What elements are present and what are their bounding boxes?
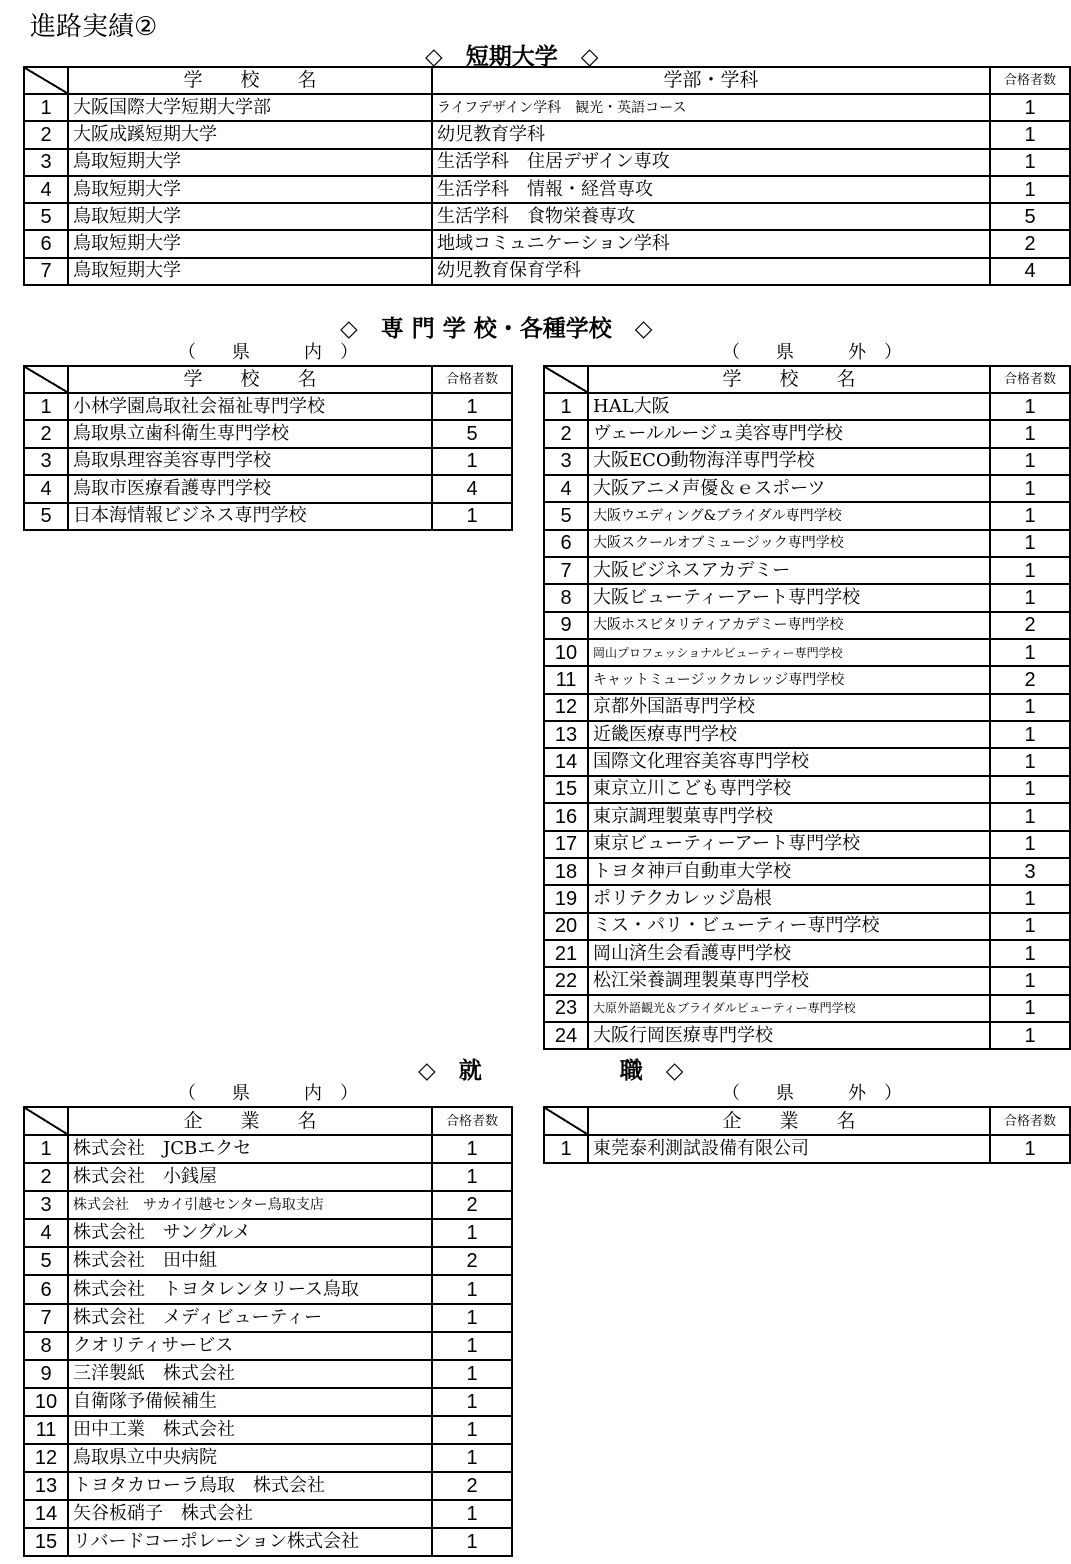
table-row <box>544 776 1070 803</box>
institution-name: ポリテクカレッジ島根 <box>588 885 990 912</box>
school-name: 鳥取短期大学 <box>68 203 432 230</box>
passed-count: 1 <box>990 639 1070 666</box>
school-name: 鳥取短期大学 <box>68 149 432 176</box>
vocational-out-pref-table <box>543 365 1071 1050</box>
passed-count: 2 <box>432 1472 512 1500</box>
table-row <box>24 1528 512 1556</box>
department-name: 生活学科 食物栄養専攻 <box>432 203 990 230</box>
table-row <box>24 149 1070 176</box>
row-number: 3 <box>24 149 68 176</box>
passed-count: 1 <box>432 393 512 420</box>
passed-count: 1 <box>432 1275 512 1303</box>
row-number: 12 <box>24 1444 68 1472</box>
row-number: 4 <box>24 1219 68 1247</box>
row-number: 17 <box>544 831 588 858</box>
passed-count: 1 <box>432 448 512 475</box>
passed-count: 1 <box>432 1332 512 1360</box>
passed-count: 1 <box>990 913 1070 940</box>
row-number: 5 <box>24 503 68 530</box>
passed-count: 4 <box>432 475 512 502</box>
institution-name: 岡山プロフェッショナルビューティー専門学校 <box>588 639 990 666</box>
row-number: 14 <box>24 1500 68 1528</box>
table-row <box>24 1247 512 1275</box>
row-number: 2 <box>24 121 68 148</box>
header-passed-count: 合格者数 <box>432 1107 512 1135</box>
institution-name: 松江栄養調理製菓専門学校 <box>588 967 990 994</box>
table-row <box>544 639 1070 666</box>
row-number: 1 <box>24 393 68 420</box>
passed-count: 1 <box>990 721 1070 748</box>
passed-count: 1 <box>990 1022 1070 1049</box>
table-row <box>544 803 1070 830</box>
passed-count: 1 <box>990 420 1070 447</box>
passed-count: 1 <box>990 176 1070 203</box>
passed-count: 3 <box>990 858 1070 885</box>
table-row <box>544 995 1070 1022</box>
institution-name: 大阪アニメ声優＆ｅスポーツ <box>588 475 990 502</box>
table-row <box>24 1275 512 1303</box>
row-number: 3 <box>24 448 68 475</box>
school-name: 鳥取短期大学 <box>68 230 432 257</box>
vocational-heading: ◇ 専 門 学 校・各種学校 ◇ <box>340 316 653 342</box>
passed-count: 1 <box>990 121 1070 148</box>
junior-college-heading: ◇ 短期大学 ◇ <box>425 44 599 70</box>
department-name: 生活学科 情報・経営専攻 <box>432 176 990 203</box>
passed-count: 1 <box>990 475 1070 502</box>
row-number: 18 <box>544 858 588 885</box>
table-row <box>544 913 1070 940</box>
employment-out-pref-label: （ 県 外 ） <box>722 1083 902 1104</box>
table-row <box>24 176 1070 203</box>
institution-name: 東京ビューティーアート専門学校 <box>588 831 990 858</box>
passed-count: 2 <box>432 1191 512 1219</box>
table-row <box>24 1163 512 1191</box>
row-number: 5 <box>24 1247 68 1275</box>
institution-name: 株式会社 トヨタレンタリース鳥取 <box>68 1275 432 1303</box>
table-row <box>544 885 1070 912</box>
passed-count: 1 <box>990 1135 1070 1163</box>
table-row <box>24 121 1070 148</box>
school-name: 大阪国際大学短期大学部 <box>68 94 432 121</box>
institution-name: 三洋製紙 株式会社 <box>68 1360 432 1388</box>
passed-count: 5 <box>432 420 512 447</box>
table-row <box>24 1472 512 1500</box>
institution-name: 京都外国語専門学校 <box>588 694 990 721</box>
passed-count: 1 <box>432 1528 512 1556</box>
row-number: 6 <box>24 230 68 257</box>
institution-name: 日本海情報ビジネス専門学校 <box>68 503 432 530</box>
row-number: 2 <box>24 420 68 447</box>
header-diagonal-cell <box>544 1107 588 1135</box>
passed-count: 1 <box>990 831 1070 858</box>
row-number: 20 <box>544 913 588 940</box>
passed-count: 1 <box>990 530 1070 557</box>
table-row <box>544 612 1070 639</box>
row-number: 24 <box>544 1022 588 1049</box>
table-row <box>544 393 1070 420</box>
table-row <box>24 1388 512 1416</box>
institution-name: 大原外語観光＆ブライダルビューティー専門学校 <box>588 995 990 1022</box>
row-number: 19 <box>544 885 588 912</box>
header-company-name: 企 業 名 <box>588 1107 990 1135</box>
institution-name: HAL大阪 <box>588 393 990 420</box>
table-row <box>544 831 1070 858</box>
institution-name: 近畿医療専門学校 <box>588 721 990 748</box>
row-number: 1 <box>24 94 68 121</box>
row-number: 8 <box>24 1332 68 1360</box>
passed-count: 1 <box>432 1500 512 1528</box>
table-row <box>24 1444 512 1472</box>
table-row <box>544 1135 1070 1163</box>
table-row <box>24 503 512 530</box>
passed-count: 1 <box>990 94 1070 121</box>
row-number: 15 <box>24 1528 68 1556</box>
vocational-in-pref-label: （ 県 内 ） <box>178 342 358 363</box>
table-row <box>544 584 1070 611</box>
table-row <box>544 475 1070 502</box>
header-diagonal-cell <box>544 366 588 393</box>
row-number: 6 <box>544 530 588 557</box>
row-number: 3 <box>24 1191 68 1219</box>
institution-name: 大阪ホスピタリティアカデミー専門学校 <box>588 612 990 639</box>
table-row <box>24 1500 512 1528</box>
row-number: 9 <box>544 612 588 639</box>
department-name: 幼児教育学科 <box>432 121 990 148</box>
passed-count: 4 <box>990 258 1070 285</box>
table-row <box>544 940 1070 967</box>
passed-count: 1 <box>432 1135 512 1163</box>
institution-name: 大阪スクールオブミュージック専門学校 <box>588 530 990 557</box>
department-name: 幼児教育保育学科 <box>432 258 990 285</box>
row-number: 3 <box>544 448 588 475</box>
passed-count: 1 <box>432 1416 512 1444</box>
table-row <box>24 475 512 502</box>
passed-count: 2 <box>990 230 1070 257</box>
header-school-name: 学 校 名 <box>68 366 432 393</box>
row-number: 9 <box>24 1360 68 1388</box>
passed-count: 1 <box>990 694 1070 721</box>
table-row <box>544 530 1070 557</box>
table-row <box>24 448 512 475</box>
table-row <box>24 1191 512 1219</box>
table-row <box>544 967 1070 994</box>
table-row <box>544 502 1070 529</box>
table-row <box>544 448 1070 475</box>
row-number: 11 <box>24 1416 68 1444</box>
row-number: 10 <box>24 1388 68 1416</box>
row-number: 6 <box>24 1275 68 1303</box>
employment-out-pref-table <box>543 1106 1071 1164</box>
passed-count: 1 <box>432 1219 512 1247</box>
table-row <box>24 393 512 420</box>
institution-name: 国際文化理容美容専門学校 <box>588 748 990 775</box>
passed-count: 2 <box>990 666 1070 693</box>
passed-count: 1 <box>432 1304 512 1332</box>
row-number: 23 <box>544 995 588 1022</box>
table-row <box>24 420 512 447</box>
institution-name: 株式会社 メディビューティー <box>68 1304 432 1332</box>
passed-count: 1 <box>990 967 1070 994</box>
row-number: 2 <box>24 1163 68 1191</box>
institution-name: ミス・パリ・ビューティー専門学校 <box>588 913 990 940</box>
table-row <box>544 748 1070 775</box>
institution-name: 鳥取市医療看護専門学校 <box>68 475 432 502</box>
passed-count: 1 <box>432 1163 512 1191</box>
employment-heading: ◇ 就 職 ◇ <box>418 1058 684 1084</box>
junior-college-table <box>23 66 1071 286</box>
passed-count: 1 <box>990 393 1070 420</box>
institution-name: 大阪ECO動物海洋専門学校 <box>588 448 990 475</box>
department-name: 生活学科 住居デザイン専攻 <box>432 149 990 176</box>
row-number: 16 <box>544 803 588 830</box>
passed-count: 1 <box>990 748 1070 775</box>
institution-name: リバードコーポレーション株式会社 <box>68 1528 432 1556</box>
institution-name: 株式会社 サカイ引越センター鳥取支店 <box>68 1191 432 1219</box>
institution-name: 株式会社 小銭屋 <box>68 1163 432 1191</box>
passed-count: 1 <box>432 1388 512 1416</box>
row-number: 11 <box>544 666 588 693</box>
institution-name: 岡山済生会看護専門学校 <box>588 940 990 967</box>
school-name: 鳥取短期大学 <box>68 258 432 285</box>
row-number: 5 <box>544 502 588 529</box>
passed-count: 2 <box>990 612 1070 639</box>
institution-name: 東京調理製菓専門学校 <box>588 803 990 830</box>
row-number: 12 <box>544 694 588 721</box>
table-row <box>24 1219 512 1247</box>
header-department: 学部・学科 <box>432 67 990 94</box>
institution-name: キャットミュージックカレッジ専門学校 <box>588 666 990 693</box>
employment-in-pref-label: （ 県 内 ） <box>178 1083 358 1104</box>
table-row <box>544 1022 1070 1049</box>
passed-count: 1 <box>990 557 1070 584</box>
institution-name: クオリティサービス <box>68 1332 432 1360</box>
table-row <box>24 230 1070 257</box>
header-diagonal-cell <box>24 67 68 94</box>
institution-name: 鳥取県立中央病院 <box>68 1444 432 1472</box>
passed-count: 1 <box>990 885 1070 912</box>
table-row <box>24 1304 512 1332</box>
institution-name: 大阪ビジネスアカデミー <box>588 557 990 584</box>
table-row <box>544 858 1070 885</box>
institution-name: 田中工業 株式会社 <box>68 1416 432 1444</box>
institution-name: 矢谷板硝子 株式会社 <box>68 1500 432 1528</box>
table-row <box>24 1360 512 1388</box>
passed-count: 1 <box>990 149 1070 176</box>
vocational-out-pref-label: （ 県 外 ） <box>722 342 902 363</box>
header-diagonal-cell <box>24 1107 68 1135</box>
school-name: 大阪成蹊短期大学 <box>68 121 432 148</box>
table-row <box>544 420 1070 447</box>
header-passed-count: 合格者数 <box>990 67 1070 94</box>
employment-in-pref-table <box>23 1106 513 1557</box>
table-row <box>24 258 1070 285</box>
institution-name: トヨタ神戸自動車大学校 <box>588 858 990 885</box>
table-row <box>24 203 1070 230</box>
row-number: 2 <box>544 420 588 447</box>
institution-name: ヴェールルージュ美容専門学校 <box>588 420 990 447</box>
institution-name: 大阪ウエディング&ブライダル専門学校 <box>588 502 990 529</box>
header-passed-count: 合格者数 <box>990 366 1070 393</box>
header-company-name: 企 業 名 <box>68 1107 432 1135</box>
row-number: 7 <box>24 1304 68 1332</box>
row-number: 4 <box>24 475 68 502</box>
row-number: 5 <box>24 203 68 230</box>
row-number: 8 <box>544 584 588 611</box>
passed-count: 1 <box>990 995 1070 1022</box>
passed-count: 1 <box>990 776 1070 803</box>
passed-count: 1 <box>990 940 1070 967</box>
institution-name: 大阪ビューティーアート専門学校 <box>588 584 990 611</box>
row-number: 21 <box>544 940 588 967</box>
passed-count: 1 <box>990 502 1070 529</box>
department-name: ライフデザイン学科 観光・英語コース <box>432 94 990 121</box>
table-row <box>24 1135 512 1163</box>
passed-count: 1 <box>432 1360 512 1388</box>
row-number: 1 <box>544 393 588 420</box>
row-number: 13 <box>24 1472 68 1500</box>
institution-name: 小林学園鳥取社会福祉専門学校 <box>68 393 432 420</box>
table-row <box>24 1416 512 1444</box>
institution-name: 鳥取県立歯科衛生専門学校 <box>68 420 432 447</box>
vocational-in-pref-table <box>23 365 513 531</box>
row-number: 10 <box>544 639 588 666</box>
row-number: 13 <box>544 721 588 748</box>
institution-name: 東莞泰利測試設備有限公司 <box>588 1135 990 1163</box>
row-number: 1 <box>24 1135 68 1163</box>
table-row <box>24 94 1070 121</box>
institution-name: 鳥取県理容美容専門学校 <box>68 448 432 475</box>
header-passed-count: 合格者数 <box>432 366 512 393</box>
header-passed-count: 合格者数 <box>990 1107 1070 1135</box>
row-number: 14 <box>544 748 588 775</box>
table-row <box>544 721 1070 748</box>
row-number: 1 <box>544 1135 588 1163</box>
row-number: 4 <box>24 176 68 203</box>
row-number: 15 <box>544 776 588 803</box>
table-row <box>544 666 1070 693</box>
table-row <box>544 557 1070 584</box>
passed-count: 1 <box>432 503 512 530</box>
page-title: 進路実績② <box>30 12 158 42</box>
row-number: 7 <box>24 258 68 285</box>
header-diagonal-cell <box>24 366 68 393</box>
institution-name: トヨタカローラ鳥取 株式会社 <box>68 1472 432 1500</box>
passed-count: 1 <box>432 1444 512 1472</box>
passed-count: 1 <box>990 448 1070 475</box>
row-number: 4 <box>544 475 588 502</box>
institution-name: 東京立川こども専門学校 <box>588 776 990 803</box>
institution-name: 株式会社 サングルメ <box>68 1219 432 1247</box>
school-name: 鳥取短期大学 <box>68 176 432 203</box>
header-school-name: 学 校 名 <box>68 67 432 94</box>
passed-count: 1 <box>990 803 1070 830</box>
passed-count: 5 <box>990 203 1070 230</box>
institution-name: 大阪行岡医療専門学校 <box>588 1022 990 1049</box>
institution-name: 株式会社 JCBエクセ <box>68 1135 432 1163</box>
department-name: 地域コミュニケーション学科 <box>432 230 990 257</box>
table-row <box>24 1332 512 1360</box>
table-row <box>544 694 1070 721</box>
passed-count: 1 <box>990 584 1070 611</box>
passed-count: 2 <box>432 1247 512 1275</box>
header-school-name: 学 校 名 <box>588 366 990 393</box>
row-number: 22 <box>544 967 588 994</box>
institution-name: 株式会社 田中組 <box>68 1247 432 1275</box>
row-number: 7 <box>544 557 588 584</box>
institution-name: 自衛隊予備候補生 <box>68 1388 432 1416</box>
